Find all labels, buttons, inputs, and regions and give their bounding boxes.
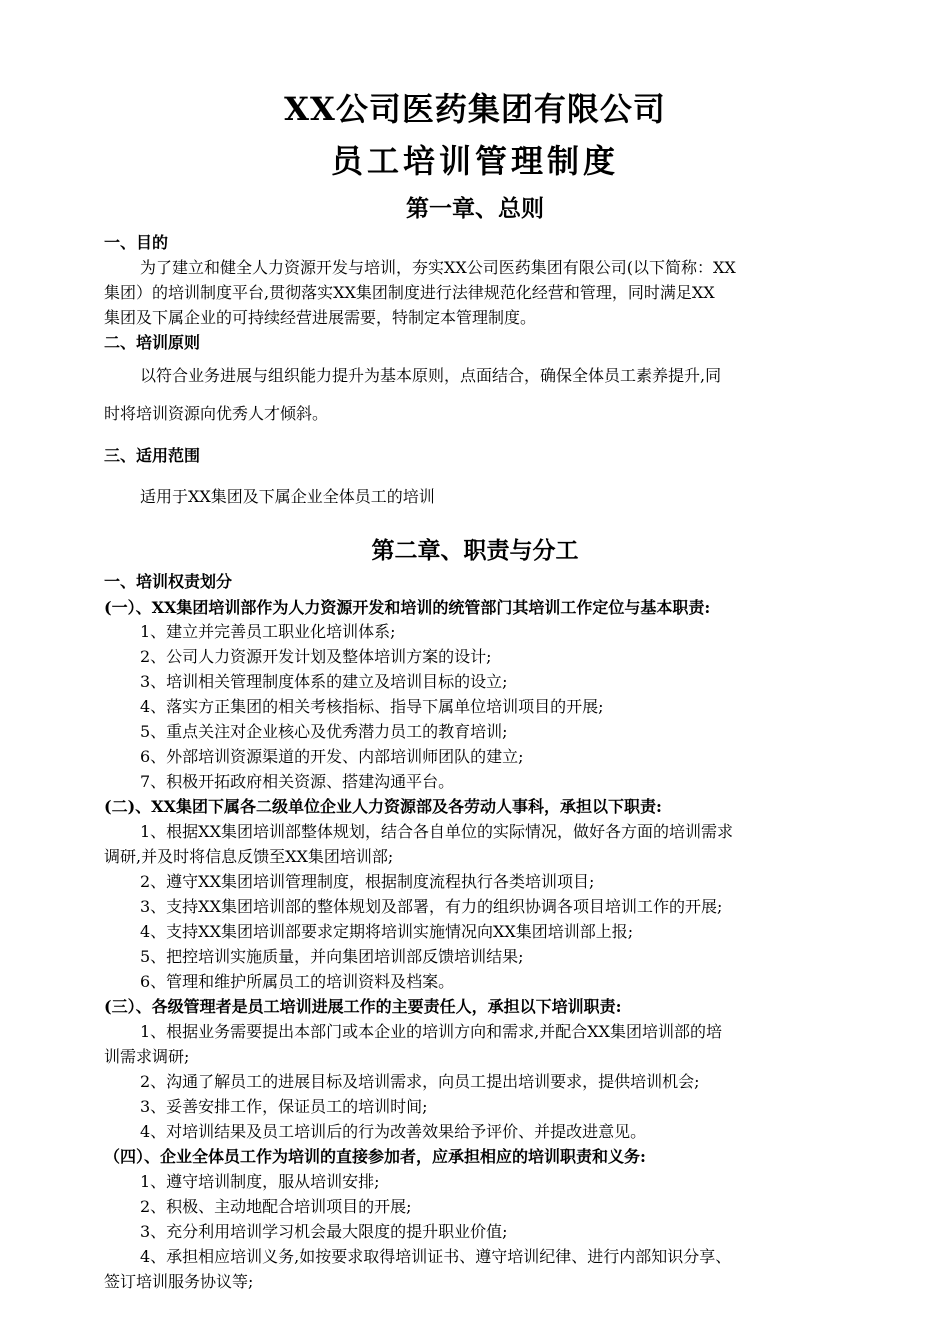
document-title-policy: 员工培训管理制度 xyxy=(330,142,619,180)
section-heading: 二、培训原则 xyxy=(104,333,201,352)
list-item: 签订培训服务协议等; xyxy=(104,1272,254,1291)
list-item: 1、根据XX集团培训部整体规划，结合各自单位的实际情况，做好各方面的培训需求 xyxy=(140,822,733,841)
list-item: 3、支持XX集团培训部的整体规划及部署，有力的组织协调各项目培训工作的开展; xyxy=(140,897,723,916)
list-item: 3、培训相关管理制度体系的建立及培训目标的设立; xyxy=(140,672,508,691)
list-item: 6、外部培训资源渠道的开发、内部培训师团队的建立; xyxy=(140,747,524,766)
list-item: 4、承担相应培训义务,如按要求取得培训证书、遵守培训纪律、进行内部知识分享、 xyxy=(140,1247,732,1266)
list-item: 4、落实方正集团的相关考核指标、指导下属单位培训项目的开展; xyxy=(140,697,604,716)
chapter-1-title: 第一章、总则 xyxy=(406,195,544,222)
subsection-heading: （四）、企业全体员工作为培训的直接参加者，应承担相应的培训职责和义务: xyxy=(104,1147,646,1166)
list-item: 5、把控培训实施质量，并向集团培训部反馈培训结果; xyxy=(140,947,524,966)
list-item: 5、重点关注对企业核心及优秀潜力员工的教育培训; xyxy=(140,722,508,741)
list-item: 3、充分利用培训学习机会最大限度的提升职业价值; xyxy=(140,1222,508,1241)
paragraph-line: 集团）的培训制度平台,贯彻落实XX集团制度进行法律规范化经营和管理，同时满足XX xyxy=(104,283,715,302)
chapter-2-title: 第二章、职责与分工 xyxy=(371,537,579,564)
subsection-heading: (一）、XX集团培训部作为人力资源开发和培训的统管部门其培训工作定位与基本职责: xyxy=(104,598,711,617)
paragraph-line: 集团及下属企业的可持续经营进展需要，特制定本管理制度。 xyxy=(104,308,537,327)
list-item: 1、根据业务需要提出本部门或本企业的培训方向和需求,并配合XX集团培训部的培 xyxy=(140,1022,723,1041)
list-item: 调研,并及时将信息反馈至XX集团培训部; xyxy=(104,847,394,866)
subsection-heading: (三）、各级管理者是员工培训进展工作的主要责任人，承担以下培训职责: xyxy=(104,997,622,1016)
list-item: 4、支持XX集团培训部要求定期将培训实施情况向XX集团培训部上报; xyxy=(140,922,634,941)
list-item: 2、遵守XX集团培训管理制度，根据制度流程执行各类培训项目; xyxy=(140,872,595,891)
section-heading: 三、适用范围 xyxy=(104,446,201,465)
list-item: 6、管理和维护所属员工的培训资料及档案。 xyxy=(140,972,455,991)
section-heading: 一、培训权责划分 xyxy=(104,572,233,591)
subsection-heading: (二)、XX集团下属各二级单位企业人力资源部及各劳动人事科，承担以下职责: xyxy=(104,797,662,816)
list-item: 1、遵守培训制度，服从培训安排; xyxy=(140,1172,380,1191)
paragraph-line: 以符合业务进展与组织能力提升为基本原则，点面结合，确保全体员工素养提升,同 xyxy=(140,366,722,385)
paragraph-line: 时将培训资源向优秀人才倾斜。 xyxy=(104,404,329,423)
list-item: 2、积极、主动地配合培训项目的开展; xyxy=(140,1197,412,1216)
list-item: 4、对培训结果及员工培训后的行为改善效果给予评价、并提改进意见。 xyxy=(140,1122,647,1141)
list-item: 7、积极开拓政府相关资源、搭建沟通平台。 xyxy=(140,772,455,791)
list-item: 2、沟通了解员工的进展目标及培训需求，向员工提出培训要求，提供培训机会; xyxy=(140,1072,700,1091)
list-item: 3、妥善安排工作，保证员工的培训时间; xyxy=(140,1097,428,1116)
section-heading: 一、目的 xyxy=(104,233,169,252)
paragraph-line: 为了建立和健全人力资源开发与培训，夯实XX公司医药集团有限公司(以下简称：XX xyxy=(140,258,736,277)
list-item: 2、公司人力资源开发计划及整体培训方案的设计; xyxy=(140,647,492,666)
paragraph-line: 适用于XX集团及下属企业全体员工的培训 xyxy=(140,487,435,506)
list-item: 1、建立并完善员工职业化培训体系; xyxy=(140,622,396,641)
document-title-company: XX公司医药集团有限公司 xyxy=(284,90,666,128)
list-item: 训需求调研; xyxy=(104,1047,190,1066)
